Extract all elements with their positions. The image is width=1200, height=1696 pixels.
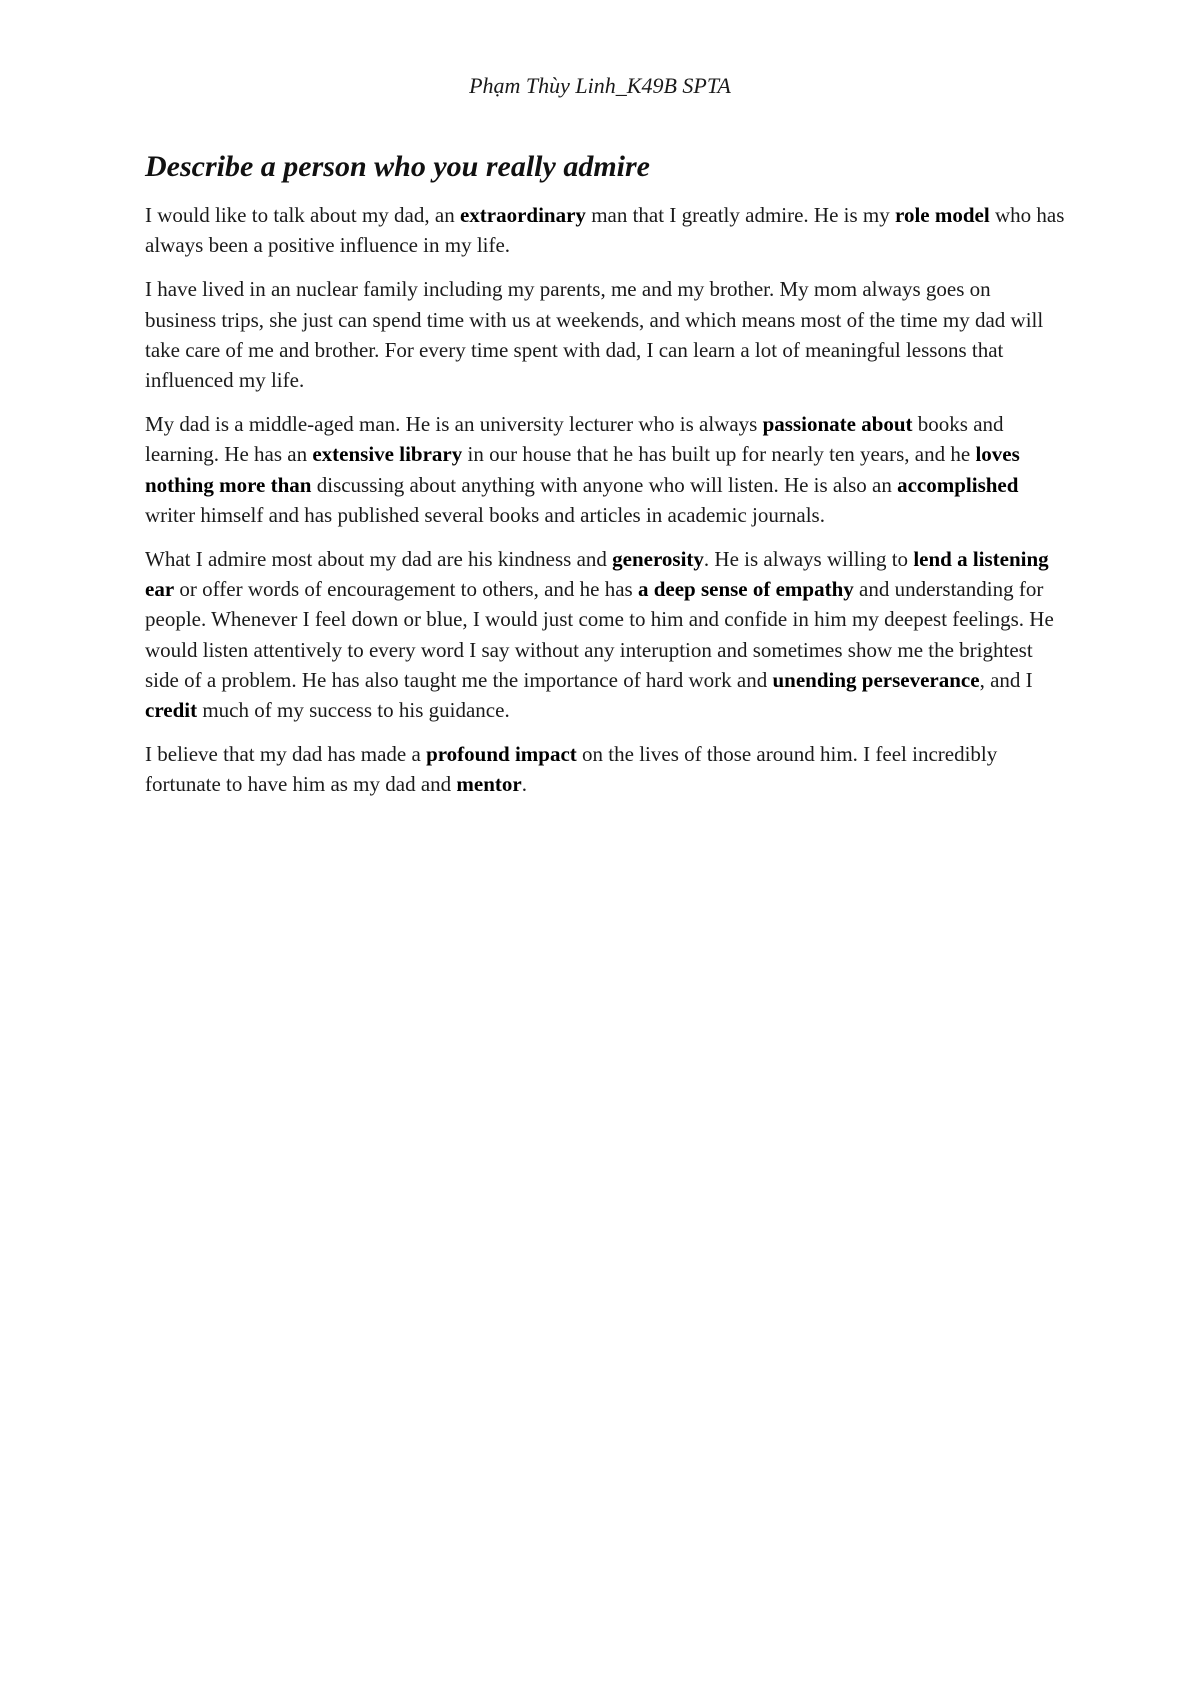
text-run: in our house that he has built up for nearly ten years, and he [462, 442, 976, 467]
bold-phrase: extensive library [312, 442, 463, 467]
body-paragraph [145, 274, 1067, 395]
bold-phrase: extraordinary [459, 203, 586, 227]
bold-phrase: credit [145, 698, 198, 723]
bold-phrase: accomplished [897, 472, 1019, 497]
body-paragraph [145, 200, 1067, 260]
text-run: discussing about anything with anyone who will listen. He is also an [311, 472, 898, 497]
bold-phrase: unending perseverance [772, 667, 980, 692]
text-run: I believe that my dad has made a [145, 742, 427, 767]
body-paragraph [145, 409, 1067, 530]
text-run: man that I greatly admire. He is my [585, 203, 896, 227]
text-run: I have lived in an nuclear family including my parents, me and my brother. My mom always goes on business trips, she just can spend time with us at weekends, and which means most of the time my dad will take care of me and brother. For every time spent with dad, I can learn a lot of meaningful lessons that influenced my life. [145, 277, 1044, 393]
text-run: , and I [979, 667, 1033, 692]
text-run: who has always been a positive influence in my life. [145, 203, 1065, 258]
body-paragraph [145, 544, 1067, 725]
text-run: or offer words of encouragement to others, and he has [174, 577, 638, 602]
bold-phrase: a deep sense of empathy [637, 577, 854, 602]
page-header-author: Phạm Thùy Linh_K49B SPTA [469, 73, 731, 98]
text-run: and understanding for people. Whenever I feel down or blue, I would just come to him and confide in him my deepest feelings. He would listen attentively to every word I say without any interuption and sometimes show me the brightest side of a problem. He has also taught me the importance of hard work and [145, 577, 1054, 692]
text-run: books and learning. He has an [145, 412, 1004, 467]
text-run: on the lives of those around him. I feel incredibly fortunate to have him as my dad and [145, 742, 998, 797]
bold-phrase: role model [895, 203, 990, 227]
bold-phrase: mentor [456, 772, 522, 797]
document-body [145, 148, 1067, 814]
text-run: . He is always willing to [703, 547, 914, 572]
text-run: What I admire most about my dad are his kindness and [145, 547, 613, 572]
bold-phrase: profound impact [426, 742, 577, 767]
text-run: writer himself and has published several books and articles in academic journals. [145, 502, 825, 527]
text-run: . [521, 772, 527, 797]
body-paragraph [145, 739, 1067, 799]
text-run: much of my success to his guidance. [197, 698, 510, 723]
bold-phrase: generosity [612, 547, 704, 572]
bold-phrase: passionate about [762, 412, 913, 437]
text-run: My dad is a middle-aged man. He is an university lecturer who is always [145, 412, 763, 437]
bold-phrase: lend a listening ear [145, 547, 1049, 602]
paragraph-list [145, 200, 1067, 800]
bold-phrase: loves nothing more than [145, 442, 1020, 497]
text-run: I would like to talk about my dad, an [145, 203, 460, 227]
document-title: Describe a person who you really admire [145, 150, 650, 183]
